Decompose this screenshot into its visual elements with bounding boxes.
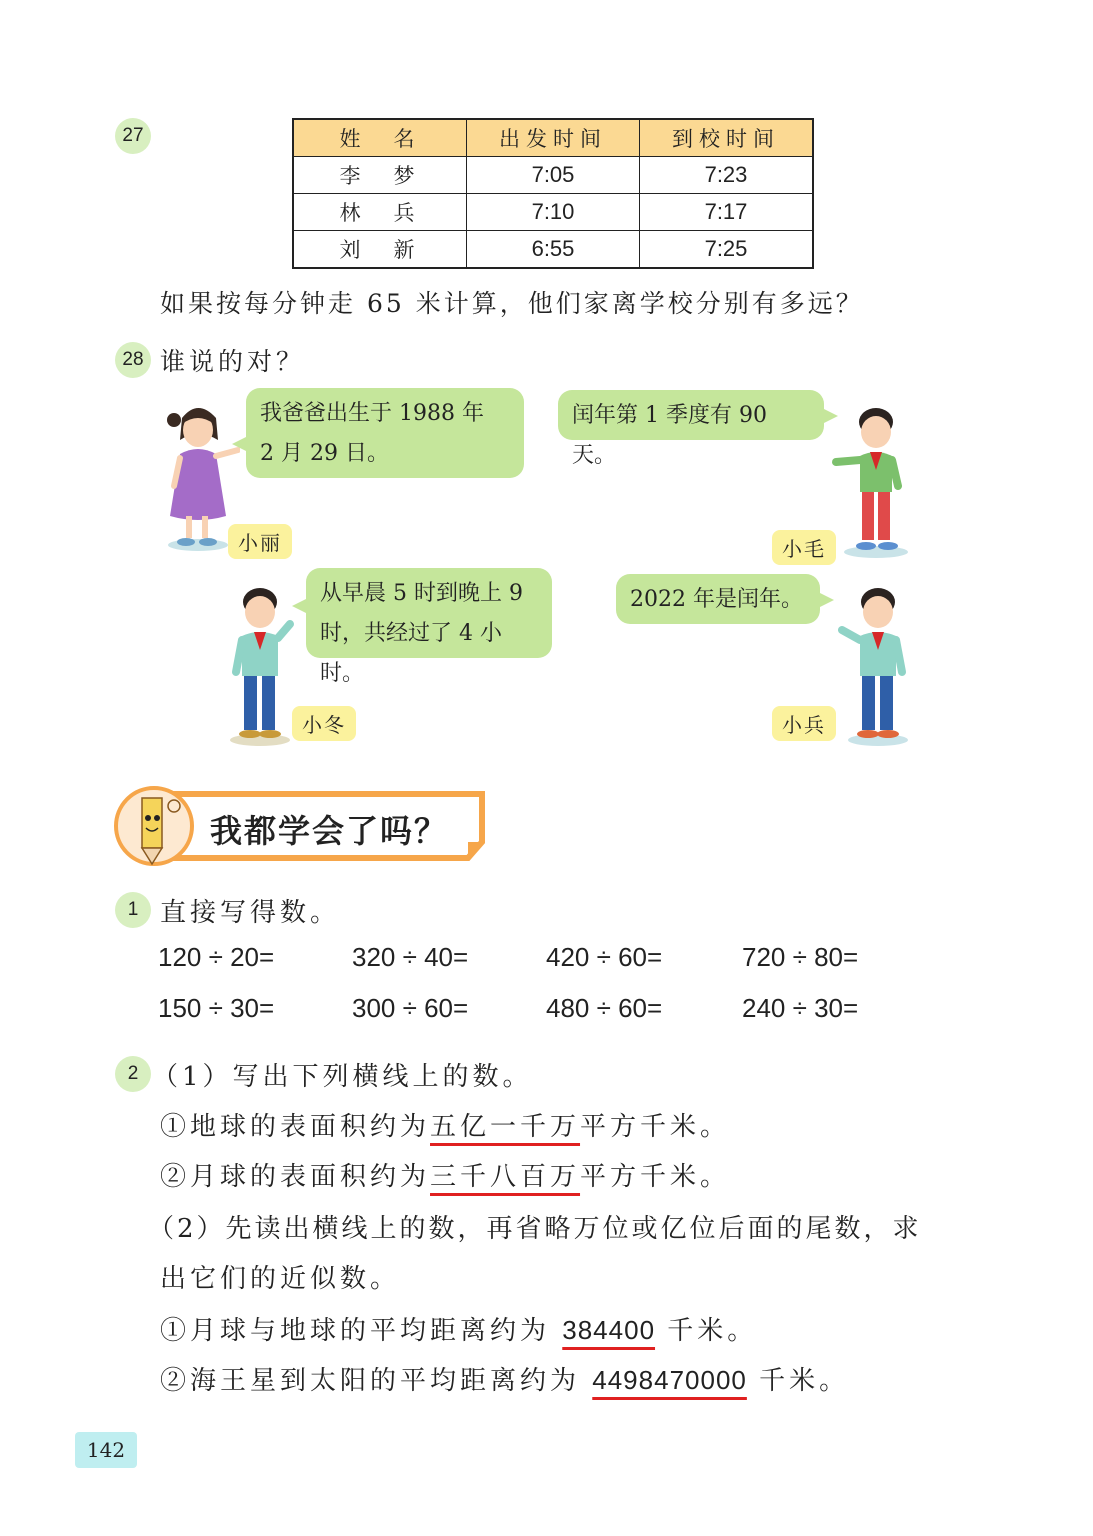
underlined-number: 三千八百万 bbox=[430, 1162, 581, 1192]
s2-p1-item-b bbox=[160, 1156, 730, 1193]
s2-p1-item-a bbox=[160, 1106, 730, 1143]
speech-bubble-xiaoli bbox=[246, 388, 524, 478]
table-row bbox=[293, 231, 813, 269]
table-row bbox=[293, 194, 813, 231]
s2-p2-item-b bbox=[160, 1360, 849, 1397]
page-number: 142 bbox=[75, 1432, 137, 1468]
cell-arrive: 7:17 bbox=[640, 194, 814, 231]
header-name: 姓 名 bbox=[293, 119, 467, 157]
math-item: 320 ÷ 40= bbox=[352, 942, 469, 972]
boy-figure-icon bbox=[830, 400, 920, 560]
cell-name: 李 梦 bbox=[293, 157, 467, 194]
math-item: 240 ÷ 30= bbox=[742, 993, 859, 1023]
speech-bubble-xiaodong bbox=[306, 568, 552, 686]
speech-bubble-xiaomao bbox=[558, 390, 824, 468]
text: 千米。 bbox=[746, 1366, 850, 1396]
bubble-line: 时，共经过了 4 小时。 bbox=[320, 621, 502, 686]
underlined-number: 五亿一千万 bbox=[430, 1112, 581, 1142]
exercise-number-2: 2 bbox=[115, 1056, 151, 1092]
cell-name: 刘 新 bbox=[293, 231, 467, 269]
time-table bbox=[292, 118, 814, 269]
question-number-28: 28 bbox=[115, 342, 151, 378]
text: ②海王星到太阳的平均距离约为 bbox=[160, 1366, 593, 1396]
s2-p2-item-a bbox=[160, 1310, 757, 1347]
s1-title: 直接写得数。 bbox=[160, 898, 341, 928]
text: ②月球的表面积约为 bbox=[160, 1162, 431, 1192]
name-label-xiaomao: 小毛 bbox=[772, 530, 836, 565]
math-item: 150 ÷ 30= bbox=[158, 993, 275, 1023]
math-item: 300 ÷ 60= bbox=[352, 993, 469, 1023]
text: 平方千米。 bbox=[580, 1112, 731, 1142]
q27-question: 如果按每分钟走 65 米计算，他们家离学校分别有多远？ bbox=[160, 289, 864, 318]
cell-depart: 7:05 bbox=[467, 157, 640, 194]
s2-part1-title: （1）写出下列横线上的数。 bbox=[152, 1062, 533, 1092]
underlined-number: 4498470000 bbox=[592, 1365, 747, 1395]
question-number-27: 27 bbox=[115, 118, 151, 154]
s2-part2-title: （2）先读出横线上的数，再省略万位或亿位后面的尾数，求 bbox=[148, 1214, 922, 1244]
text: ①地球的表面积约为 bbox=[160, 1112, 431, 1142]
q28-title: 谁说的对？ bbox=[160, 347, 306, 376]
bubble-line: 我爸爸出生于 1988 年 bbox=[260, 401, 484, 426]
text: ①月球与地球的平均距离约为 bbox=[160, 1316, 563, 1346]
header-arrive: 到校时间 bbox=[640, 119, 814, 157]
cell-depart: 6:55 bbox=[467, 231, 640, 269]
bubble-line: 闰年第 1 季度有 90 天。 bbox=[572, 403, 767, 468]
text: 千米。 bbox=[655, 1316, 758, 1346]
header-depart: 出发时间 bbox=[467, 119, 640, 157]
bubble-line: 2 月 29 日。 bbox=[260, 441, 389, 466]
table-row bbox=[293, 157, 813, 194]
cell-arrive: 7:23 bbox=[640, 157, 814, 194]
math-item: 420 ÷ 60= bbox=[546, 942, 663, 972]
bubble-line: 2022 年是闰年。 bbox=[630, 587, 803, 612]
table-header-row bbox=[293, 119, 813, 157]
cell-name: 林 兵 bbox=[293, 194, 467, 231]
cell-arrive: 7:25 bbox=[640, 231, 814, 269]
name-label-xiaodong: 小冬 bbox=[292, 706, 356, 741]
boy-figure-icon bbox=[836, 580, 920, 748]
underlined-number: 384400 bbox=[562, 1315, 656, 1345]
name-label-xiaoli: 小丽 bbox=[228, 524, 292, 559]
math-item: 480 ÷ 60= bbox=[546, 993, 663, 1023]
text: 平方千米。 bbox=[580, 1162, 731, 1192]
math-item: 120 ÷ 20= bbox=[158, 942, 275, 972]
exercise-number-1: 1 bbox=[115, 892, 151, 928]
math-item: 720 ÷ 80= bbox=[742, 942, 859, 972]
speech-bubble-xiaobing bbox=[616, 574, 820, 624]
cell-depart: 7:10 bbox=[467, 194, 640, 231]
section-title: 我都学会了吗？ bbox=[210, 812, 449, 850]
name-label-xiaobing: 小兵 bbox=[772, 706, 836, 741]
bubble-line: 从早晨 5 时到晚上 9 bbox=[320, 581, 523, 606]
s2-part2-title-cont: 出它们的近似数。 bbox=[160, 1264, 401, 1294]
